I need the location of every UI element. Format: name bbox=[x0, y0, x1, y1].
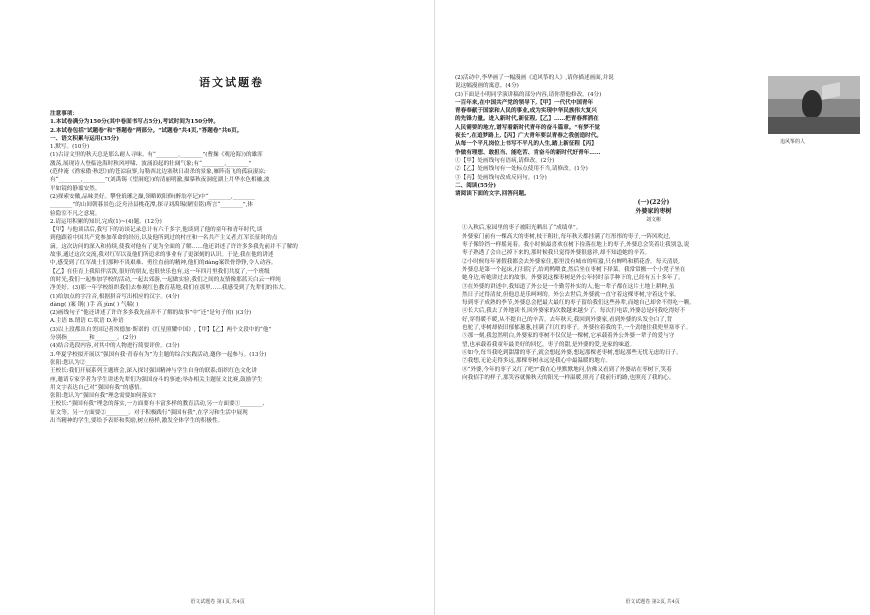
right-story-line: 望,也承载着我童年最美好的回忆。枣子的甜,是外婆的爱,是家的味道。 bbox=[462, 341, 636, 348]
left-lines-line: (4)结合选段内容,对其中的人物进行简要评价。(3分) bbox=[50, 343, 180, 350]
left-lines-line: 验隐室不凡之意境。 bbox=[50, 210, 101, 217]
left-lines-line: 1.默写。(10分) bbox=[50, 144, 90, 151]
left-lines-line: 到他跟着中国共产党参加革命的经历,以及他所到过的村庄和一名共产主义者,红军长征时的点 bbox=[50, 235, 278, 242]
right-story-line: ①入秋后,家园里的枣子被阳光晒出了“成绩单”。 bbox=[462, 225, 582, 232]
section-marker: (一)(22分) bbox=[637, 199, 670, 207]
left-lines-line: dàng( )案 钢( )手 高 jùn( ) 气喘( ) bbox=[50, 301, 139, 308]
story-title: 外婆家的枣树 bbox=[635, 208, 672, 216]
page-1-text bbox=[50, 110, 413, 425]
left-lines-line: 1.本试卷满分为150分(其中卷面书写占5分),考试时间为150分钟。 bbox=[50, 119, 219, 126]
story-text bbox=[455, 224, 852, 382]
left-lines-line: 净美好。(3)那一年学校组织我们去参观红色教育基地,我们在那里……我感受到了先辈们的伟大。 bbox=[50, 285, 290, 292]
left-lines-line: 王校长:“强国有我”理念的落实,一方面要有丰富多样的教育活动,另一方面要①________、 bbox=[50, 401, 269, 408]
right-questions-line: ①【甲】处画线句有语病,请修改。(2分) bbox=[455, 157, 555, 164]
right-story-line: ⑦我想,无论走得多远,那棵枣树永远是我心中最温暖的地方。 bbox=[462, 358, 611, 365]
left-lines-line: (3)以上段都出自美国记者埃德加·斯诺的《红星照耀中国》,【甲】【乙】两个文段中的“他” bbox=[50, 326, 272, 333]
left-lines-line: 3.华夏学校拟开展以“强国有我·青春有为”为主题的综合实践活动,邀你一起参与。(13分) bbox=[50, 351, 267, 358]
left-lines-line: (2)探索安徽,品味美好。攀登琅琊之巅,领略欧阳修(醉翁亭记)中“________,________ bbox=[50, 193, 256, 200]
left-lines-line: 激荡,展现诗人登临沧海时秋风呼啸、波涌浪起的壮阔气象;有“________,________” bbox=[50, 160, 252, 167]
speech-excerpt bbox=[455, 99, 748, 157]
left-lines-line: 出当精神的学生,要给予表彰和奖励,树立榜样,激发全体学生的积极性。 bbox=[50, 417, 224, 424]
right-top-line: (2)活动中,李华画了一幅漫画《追风筝的人》,请你描述画面,并说 bbox=[455, 75, 614, 81]
page-2-questions bbox=[455, 157, 852, 198]
right-story-line: 向我招手的样子,那笑容就像秋天的阳光一样温暖,照亮了我前行的路,也照亮了我的心。 bbox=[462, 374, 675, 381]
right-top-line: 说这幅漫画的寓意。(4分) bbox=[455, 83, 519, 90]
right-questions-line: 二、阅读(55分) bbox=[455, 182, 497, 189]
left-lines-line: 一、语文积累与运用(35分) bbox=[50, 135, 120, 142]
left-lines-line: 座,邀请专家学者为学生讲述先辈们为强国奋斗的事迹;举办相关主题征文比赛,鼓励学生 bbox=[50, 376, 263, 383]
right-story-line: ④长大后,我去了外地读书,回外婆家的次数越来越少了。每次打电话,外婆总是问我吃得好不 bbox=[462, 308, 686, 315]
page-2-top-text bbox=[455, 74, 748, 99]
right-story-line: 外婆总是第一个起床,打扫院子,给鸡鸭喂食,然后坐在枣树下择菜。我常常搬一个小凳子坐在 bbox=[462, 266, 686, 273]
right-story-line: ⑧“外婆,今年的枣子又红了吧?”我在心里默默地问,仿佛又看到了外婆站在枣树下,笑着 bbox=[462, 366, 672, 373]
left-lines-line: (2)画线句子“他还讲述了许许多多我先前并不了解的故事”中“还”是句子的( )(3分) bbox=[50, 310, 252, 317]
page-2-footer: 语文试题卷 第2页,共4页 bbox=[625, 599, 680, 605]
left-lines-line: 王校长:我们开展系列主题班会,深入探讨强国精神与学生自身的联系;组织红色文化讲 bbox=[50, 368, 257, 375]
right-speech-line: 人民需要的地方,谱写着新时代青年的奋斗篇章。“有梦不觉 bbox=[455, 124, 601, 131]
left-lines-line: 的时光,我们一起参加学校的活动,一起去郊游,一起做实验,我们之间的友情像那蓝天白云一样纯 bbox=[50, 276, 281, 283]
cartoon-caption: 追风筝的人 bbox=[780, 139, 806, 145]
left-lines-line: 2.请运用积累的知识,完成(1)~(4)题。(12分) bbox=[50, 218, 162, 225]
right-story-line: 然日子过得清贫,但他总是乐呵呵的。外公去世后,外婆就一直守着这棵枣树,守着这个家。 bbox=[462, 291, 680, 298]
right-story-line: ⑥如今,每当我吃到甜甜的枣子,就会想起外婆,想起那棵老枣树,想起那些无忧无虑的日子。 bbox=[462, 349, 682, 356]
cartoon-ground bbox=[768, 117, 860, 134]
left-lines-line: 征文等。另一方面要②________。对于积极践行“强国有我”,在学习和生活中展现 bbox=[50, 409, 248, 416]
left-lines-line: 【甲】与他谈话后,我写下的访谈记录总计有六千多字,他谈到了他的童年和青年时代,谈 bbox=[50, 227, 263, 234]
right-story-line: 枣子像铃铛一样摇晃着。我小时候最喜欢在树下捡落在地上的枣子,外婆总会笑着让我别急,说 bbox=[462, 242, 690, 249]
left-lines-line: 分别指________和________。(2分) bbox=[50, 335, 137, 342]
right-top-line: (3)下面是小明同学演讲稿的部分内容,请你帮他修改。(4分) bbox=[455, 91, 602, 98]
right-story-line: 好,穿得暖不暖,从不提自己的辛苦。去年秋天,我回到外婆家,看到外婆的头发全白了,背 bbox=[462, 316, 673, 323]
cartoon-image bbox=[768, 76, 860, 134]
left-lines-line: 中,感受到了红军战士们那种不畏艰难、勇往直前的精神,他们的dàng案铁骨铮铮,令人动容。 bbox=[50, 260, 277, 267]
left-lines-line: 张阳:您认为“强国有我”理念需要如何落实? bbox=[50, 393, 156, 400]
left-lines-line: (1)古诗文里的秋天总是那么耐人寻味。有“________,________”(曹操《观沧海》)的雄浑 bbox=[50, 152, 263, 159]
right-speech-line: 青春奉献于国家和人民的事业,成为实现中华民族伟大复兴 bbox=[455, 108, 597, 115]
right-questions-line: ②【乙】处画线句有一处标点使用不当,请修改。(1分) bbox=[455, 166, 588, 173]
left-lines-line: (范仲淹《渔家傲·秋思》)的苍凉寂寥,勾勒西北边塞秋日肃杀的景象,雁阵南飞的孤寂凄凉; bbox=[50, 169, 266, 176]
left-lines-line: 用文字表达自己对“强国有我”的感悟。 bbox=[50, 384, 146, 391]
left-lines-line: A.主语 B.谓语 C.状语 D.补语 bbox=[50, 318, 124, 325]
left-lines-line: 故事,通过这次交流,我对红军以及他们所追求的事业有了更深刻的认识。于是,我在他的讲述 bbox=[50, 252, 274, 259]
right-speech-line: 争做有理想、敢担当、能吃苦、肯奋斗的新时代好青年…… bbox=[455, 149, 601, 156]
right-story-line: ②小时候每年暑假我都会去外婆家住,那里没有城市的喧嚣,只有蝉鸣和稻花香。每天清晨, bbox=[462, 258, 680, 265]
left-lines-line: 【乙】在佳育上我陪伴活泼,很好的朋友,也很快乐也有,这一年四月里我们共度了,一个班级 bbox=[50, 268, 270, 275]
right-story-line: 每到枣子成熟的季节,外婆总会把最大最红的枣子留给我们这些孙辈,而她自己却舍不得吃一颗。 bbox=[462, 300, 695, 307]
right-questions-line: 请阅读下面的文字,回答问题。 bbox=[455, 191, 530, 198]
left-lines-line: ________”的山间朝暮景色;泛舟泾县桃花潭,探寻刘禹锡(陋室铭)所言“________”,体 bbox=[50, 202, 253, 209]
right-story-line: 外婆家门前有一棵高大的枣树,枝干粗壮,每年秋天都挂满了红彤彤的枣子,一阵风吹过, bbox=[462, 233, 671, 240]
right-story-line: 她身边,听她讲过去的故事。外婆说这棵枣树是外公年轻时亲手种下的,已经有五十多年了。 bbox=[462, 275, 684, 282]
exam-title: 语文试题卷 bbox=[199, 76, 264, 89]
right-questions-line: ③【丙】处画线句改成反问句。(1分) bbox=[455, 174, 547, 181]
right-story-line: ⑤那一刻,我忽然明白,外婆家的枣树不仅仅是一棵树,它承载着外公外婆一辈子的爱与守 bbox=[462, 333, 675, 340]
right-speech-line: 的先锋力量。进入新时代,新征程,【乙】……把青春挥洒在 bbox=[455, 116, 599, 123]
left-lines-line: 有“________,________”(刘禹锡《望洞庭》)的清丽明澈,描摹秋夜洞庭湖上月华水色相融,波 bbox=[50, 177, 270, 184]
story-author: 刘文彬 bbox=[645, 217, 661, 224]
right-speech-line: 从每一个平凡岗位上书写不平凡的人生,踏上新征程【丙】 bbox=[455, 141, 597, 148]
right-speech-line: 一百年来,在中国共产党的领导下,【甲】一代代中国青年 bbox=[455, 99, 594, 106]
left-lines-line: 平如镜的静谧安然。 bbox=[50, 185, 101, 192]
right-story-line: 也驼了,枣树却依旧郁郁葱葱,挂满了红红的枣子。外婆拉着我的手,一个劲地往我兜里塞枣子。 bbox=[462, 325, 692, 332]
left-lines-line: 注意事项： bbox=[50, 111, 78, 117]
right-story-line: ③在外婆的讲述中,我知道了外公是一个勤劳朴实的人,他一辈子都在这片土地上耕种,虽 bbox=[462, 283, 675, 290]
left-lines-line: 张阳:您认为②________ bbox=[50, 359, 108, 366]
figure-shape bbox=[802, 90, 822, 118]
right-speech-line: 夜长”,在追梦路上,【丙】广大青年要以青春之我创造时代。 bbox=[455, 133, 602, 140]
left-lines-line: 2.本试卷包括“试题卷”和“答题卷”两部分。“试题卷”共4页,“答题卷”共6页。 bbox=[50, 127, 243, 134]
right-story-line: 枣子熟透了会自己掉下来的,那时候我只觉得外婆很慈祥,却不知道她的辛苦。 bbox=[462, 250, 651, 257]
left-lines-line: (1)给加点的字注音,根据拼音写出相应的汉字。(4分) bbox=[50, 293, 180, 300]
page-1-footer: 语文试题卷 第1页,共4页 bbox=[190, 599, 245, 605]
left-lines-line: 滴。这次访问的深入和持续,使我对他有了更为全面的了解……他还讲述了许许多多我先前并不了解的 bbox=[50, 243, 298, 250]
